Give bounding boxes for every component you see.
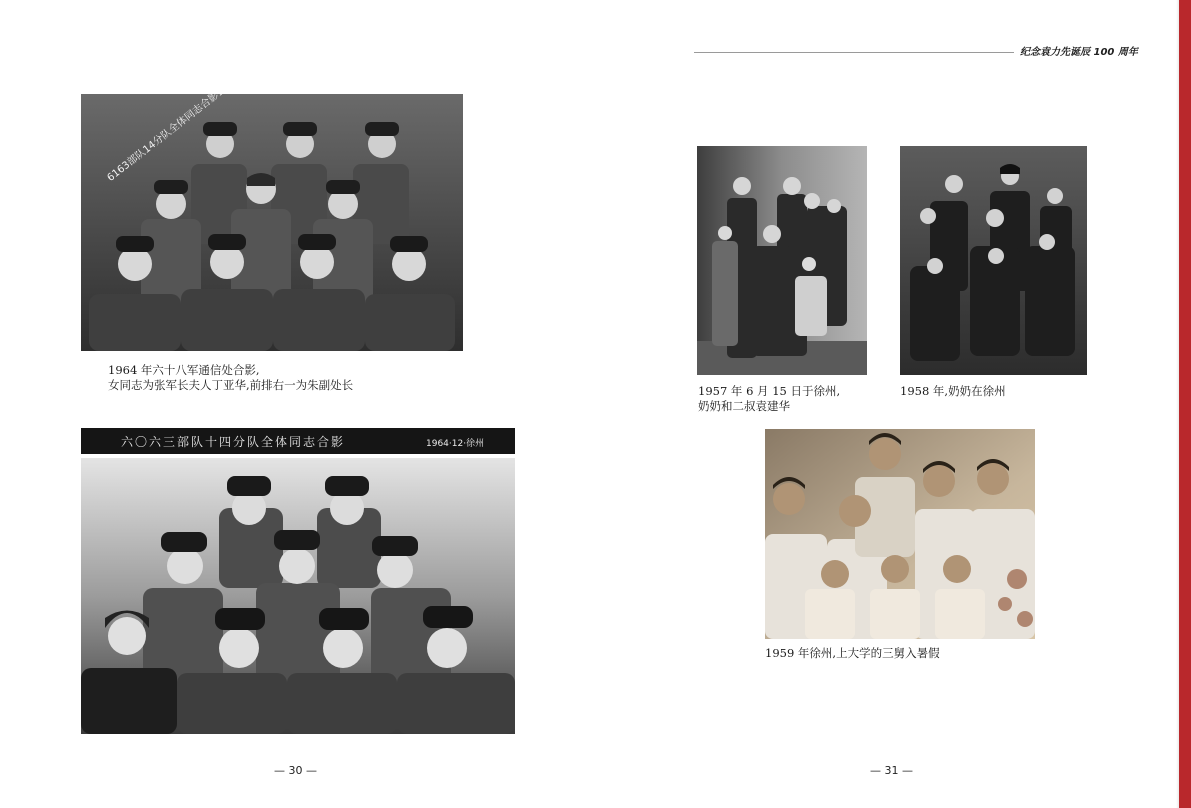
family-photo-1957 (697, 146, 867, 375)
caption-1964-signal-office (108, 363, 353, 393)
page-number-right: — 31 — (870, 764, 913, 777)
caption-1959 (765, 646, 940, 661)
caption-line: 1957 年 6 月 15 日于徐州, (698, 384, 841, 398)
right-page (596, 0, 1191, 808)
photo-illustration (81, 458, 515, 734)
group-photo-1964-signal-office (81, 94, 463, 351)
red-page-edge (1179, 0, 1191, 808)
family-photo-1959 (765, 429, 1035, 639)
photo-illustration (697, 146, 867, 375)
caption-line: 女同志为张军长夫人丁亚华,前排右一为朱副处长 (108, 378, 354, 392)
page-number-left: — 30 — (274, 764, 317, 777)
photo-illustration (900, 146, 1087, 375)
banner-date: 1964·12·徐州 (426, 439, 485, 449)
caption-line: 奶奶和二叔袁建华 (698, 399, 790, 413)
caption-1957 (698, 384, 840, 414)
header-rule (694, 52, 1014, 53)
photo-illustration (765, 429, 1035, 639)
photo-illustration (81, 94, 463, 351)
caption-line: 1959 年徐州,上大学的三舅入暑假 (765, 646, 940, 660)
banner-text: 六〇六三部队十四分队全体同志合影 (121, 435, 346, 449)
caption-1958 (900, 384, 1006, 399)
group-photo-1964-unit-14 (81, 428, 515, 734)
caption-line: 1958 年,奶奶在徐州 (900, 384, 1006, 398)
caption-line: 1964 年六十八军通信处合影, (108, 363, 260, 377)
photo-banner (81, 428, 515, 454)
photo-image-area (81, 458, 515, 734)
running-header-title: 纪念袁力先诞辰 100 周年 (1020, 47, 1138, 58)
family-photo-1958 (900, 146, 1087, 375)
